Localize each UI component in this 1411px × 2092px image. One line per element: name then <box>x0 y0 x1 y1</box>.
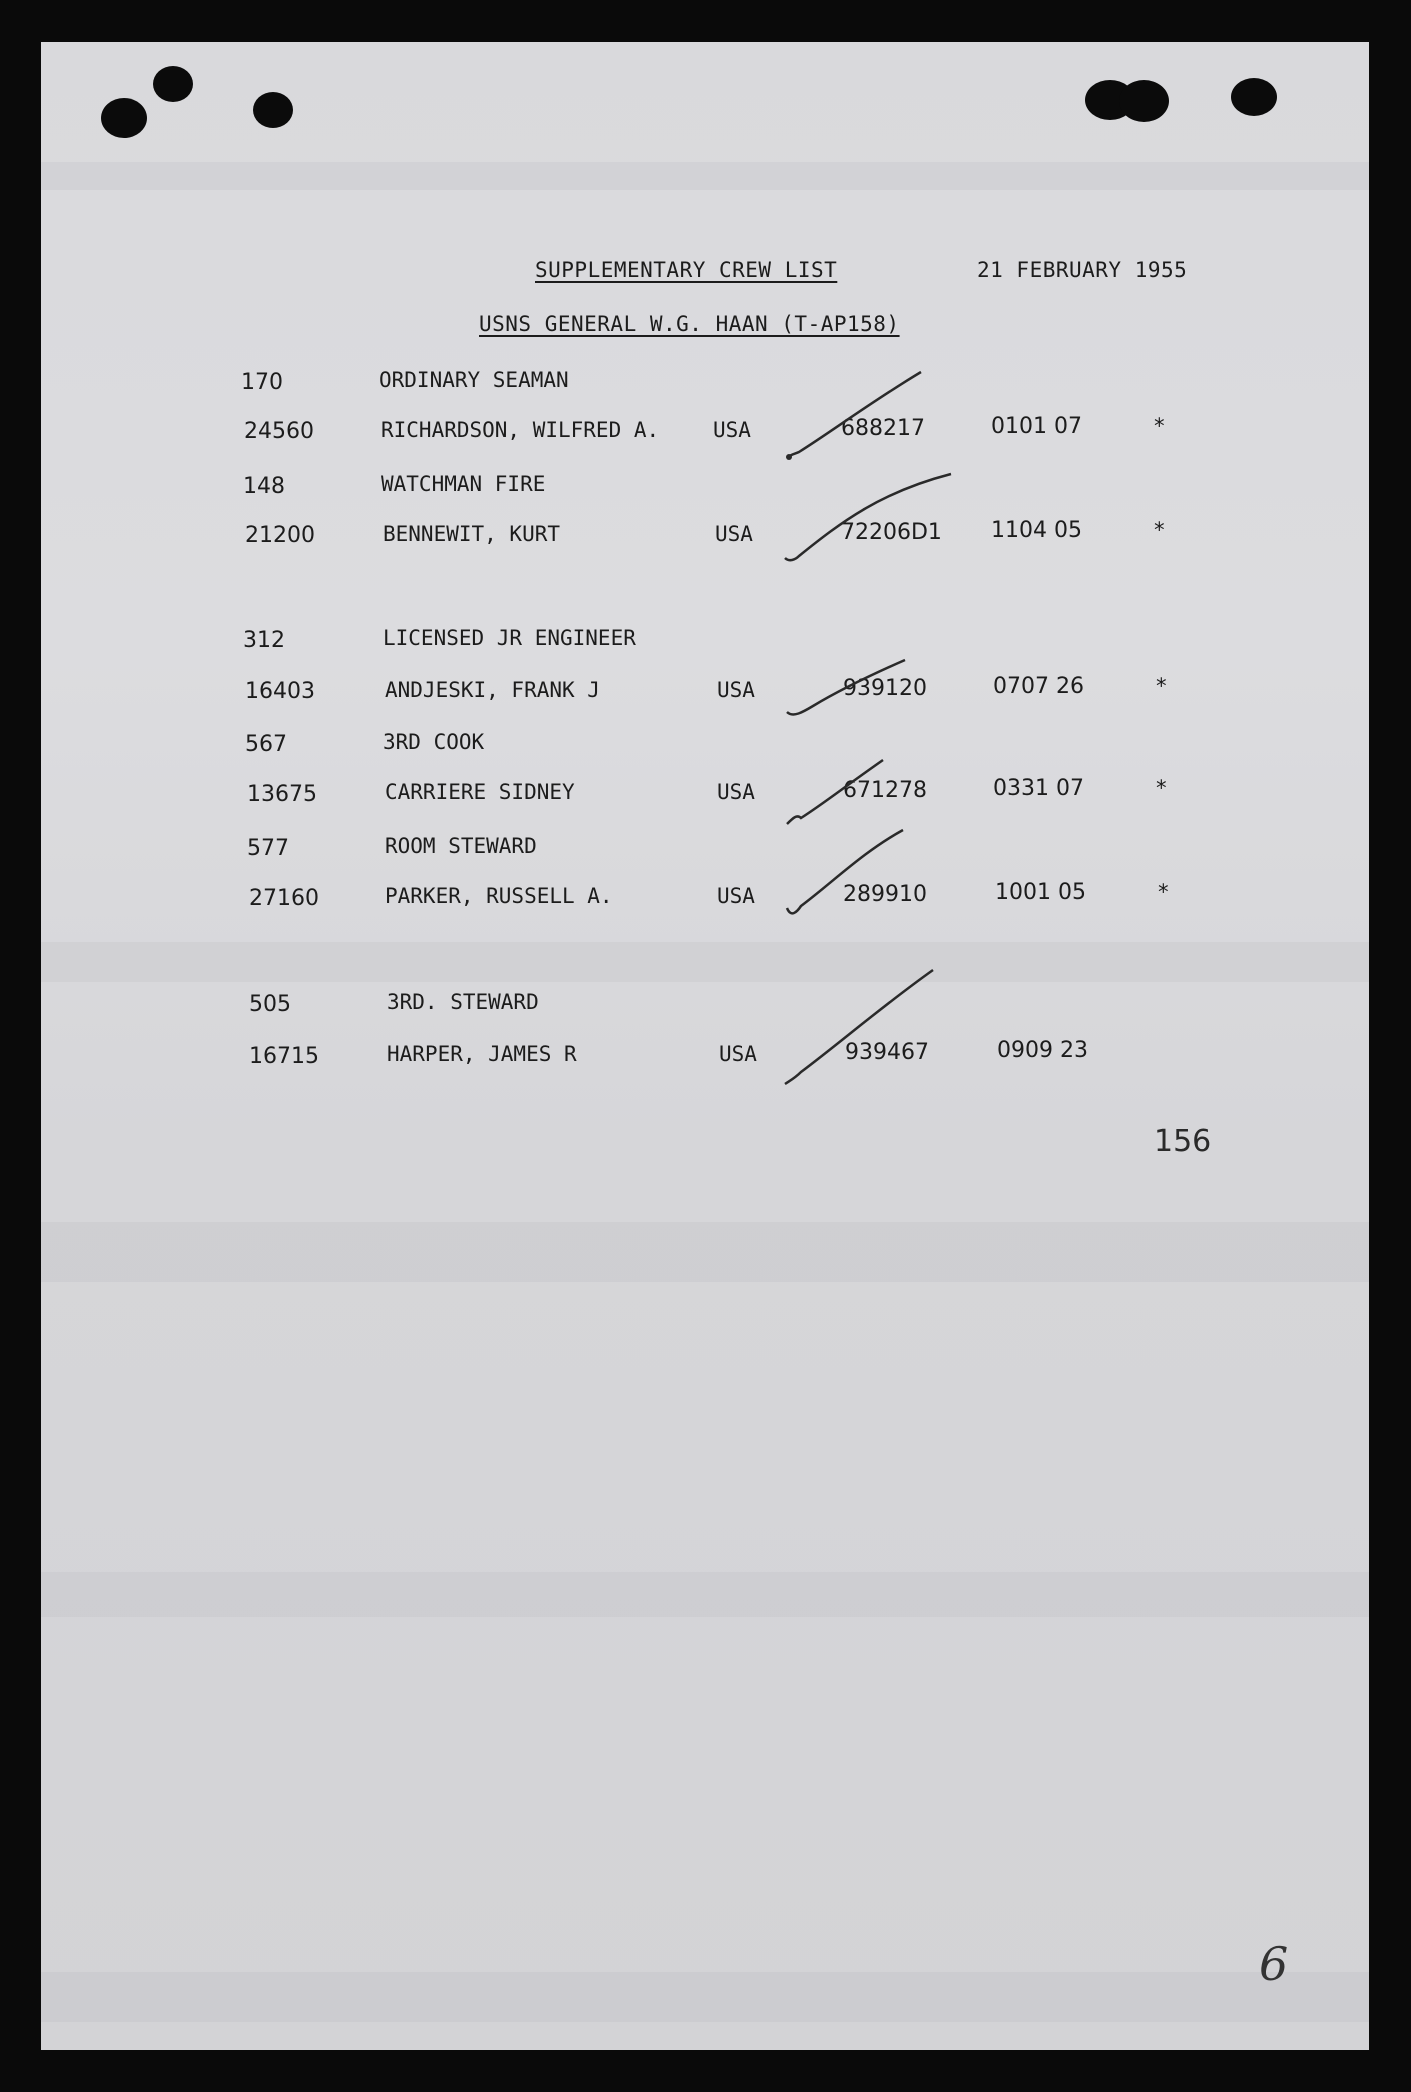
check-mark <box>781 462 971 582</box>
nationality: USA <box>717 884 755 908</box>
scan-band <box>41 162 1369 190</box>
asterisk-mark: * <box>1155 674 1168 698</box>
rating-code: 170 <box>241 370 283 395</box>
nationality: USA <box>713 418 751 442</box>
document-title: SUPPLEMENTARY CREW LIST <box>535 258 838 282</box>
entry-date: 0707 26 <box>993 674 1084 699</box>
rating-title: WATCHMAN FIRE <box>381 472 546 496</box>
punch-hole <box>1119 80 1169 122</box>
entry-date: 1104 05 <box>991 518 1082 543</box>
crew-name: CARRIERE SIDNEY <box>385 780 575 804</box>
rating-code: 577 <box>247 836 289 861</box>
document-date: 21 FEBRUARY 1955 <box>977 258 1188 282</box>
id-number: 72206D1 <box>841 520 942 545</box>
nationality: USA <box>715 522 753 546</box>
rating-title: 3RD COOK <box>383 730 485 754</box>
id-number: 939120 <box>843 676 927 701</box>
entry-date: 0331 07 <box>993 776 1084 801</box>
asterisk-mark: * <box>1157 880 1170 904</box>
entry-date: 0909 23 <box>997 1038 1088 1063</box>
crew-number: 24560 <box>244 419 314 444</box>
scan-band <box>41 1972 1369 2022</box>
rating-code: 312 <box>243 628 285 653</box>
rating-code: 148 <box>243 474 285 499</box>
page-number: 156 <box>1154 1124 1212 1159</box>
handwritten-number: 6 <box>1259 1937 1289 1991</box>
rating-code: 567 <box>245 732 287 757</box>
asterisk-mark: * <box>1153 518 1166 542</box>
rating-code: 505 <box>249 992 291 1017</box>
punch-hole <box>1231 78 1277 116</box>
nationality: USA <box>717 678 755 702</box>
asterisk-mark: * <box>1153 414 1166 438</box>
crew-number: 16403 <box>245 679 315 704</box>
check-mark <box>781 362 931 472</box>
rating-title: ROOM STEWARD <box>385 834 537 858</box>
scan-band <box>41 942 1369 982</box>
scan-band <box>41 1572 1369 1617</box>
crew-name: HARPER, JAMES R <box>387 1042 577 1066</box>
entry-date: 1001 05 <box>995 880 1086 905</box>
crew-name: BENNEWIT, KURT <box>383 522 561 546</box>
rating-title: ORDINARY SEAMAN <box>379 368 569 392</box>
punch-hole <box>101 98 147 138</box>
entry-date: 0101 07 <box>991 414 1082 439</box>
document-page <box>41 42 1369 2050</box>
rating-title: 3RD. STEWARD <box>387 990 539 1014</box>
rating-title: LICENSED JR ENGINEER <box>383 626 636 650</box>
punch-hole <box>253 92 293 128</box>
crew-name: RICHARDSON, WILFRED A. <box>381 418 660 442</box>
crew-number: 16715 <box>249 1044 319 1069</box>
crew-name: ANDJESKI, FRANK J <box>385 678 600 702</box>
asterisk-mark: * <box>1155 776 1168 800</box>
check-mark <box>783 654 913 734</box>
check-mark <box>783 822 923 942</box>
crew-name: PARKER, RUSSELL A. <box>385 884 613 908</box>
crew-number: 21200 <box>245 523 315 548</box>
id-number: 289910 <box>843 882 927 907</box>
id-number: 688217 <box>841 416 925 441</box>
nationality: USA <box>717 780 755 804</box>
crew-number: 27160 <box>249 886 319 911</box>
id-number: 671278 <box>843 778 927 803</box>
punch-hole <box>153 66 193 102</box>
nationality: USA <box>719 1042 757 1066</box>
vessel-name: USNS GENERAL W.G. HAAN (T-AP158) <box>479 312 900 336</box>
id-number: 939467 <box>845 1040 929 1065</box>
check-mark <box>781 952 951 1102</box>
crew-number: 13675 <box>247 782 317 807</box>
scan-band <box>41 1222 1369 1282</box>
